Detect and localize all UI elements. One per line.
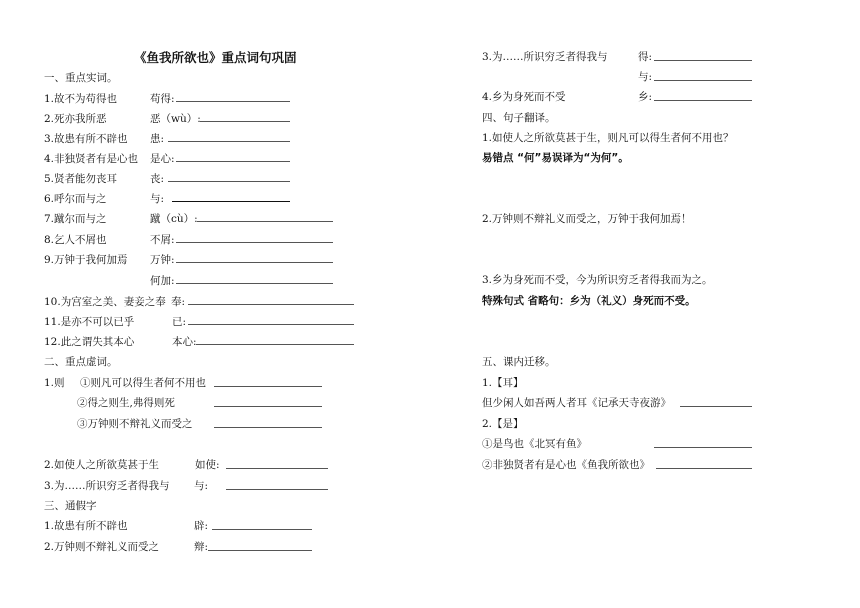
answer-line[interactable] xyxy=(654,80,752,81)
s4-q2: 2.万钟则不辩礼义而受之，万钟于我何加焉！ xyxy=(482,213,692,225)
r-item3-k1: 得: xyxy=(638,51,653,63)
s1-q4: 4.非独贤者有是心也 xyxy=(44,153,139,165)
answer-line[interactable] xyxy=(168,141,290,142)
section-4-heading: 四、句子翻译。 xyxy=(482,112,556,124)
answer-line[interactable] xyxy=(656,468,752,469)
answer-line[interactable] xyxy=(176,283,333,284)
s1-k4: 是心: xyxy=(150,153,175,165)
s1-k13: 本心: xyxy=(172,336,197,348)
r-item4-q: 4.乡为身死而不受 xyxy=(482,91,566,103)
section-2-heading: 二、重点虚词。 xyxy=(44,356,118,368)
s1-q8: 8.乞人不屑也 xyxy=(44,234,107,246)
s4-note3: 特殊句式 省略句：乡为（礼义）身死而不受。 xyxy=(482,295,696,307)
answer-line[interactable] xyxy=(197,221,333,222)
s1-k5: 丧: xyxy=(150,173,165,185)
answer-line[interactable] xyxy=(176,242,333,243)
r-item3-q: 3.为……所识穷乏者得我与 xyxy=(482,51,608,63)
answer-line[interactable] xyxy=(214,406,322,407)
page-title: 《鱼我所欲也》重点词句巩固 xyxy=(134,50,297,65)
s2-item1-label: 1.则 xyxy=(44,377,65,389)
s4-note1: 易错点 “何”易误译为“为何”。 xyxy=(482,152,629,164)
s5-g1-line: 但少闲人如吾两人者耳《记承天寺夜游》 xyxy=(482,397,671,409)
section-5-heading: 五、课内迁移。 xyxy=(482,356,556,368)
s5-g2-line1: ①是鸟也《北冥有鱼》 xyxy=(482,438,587,450)
s2-item3-k: 与: xyxy=(194,480,209,492)
answer-line[interactable] xyxy=(208,550,312,551)
s1-q11: 10.为宫室之美、妻妾之奉 xyxy=(44,296,166,308)
answer-line[interactable] xyxy=(200,121,290,122)
s2-item3-q: 3.为……所识穷乏者得我与 xyxy=(44,480,170,492)
s3-k1: 辟: xyxy=(194,520,209,532)
answer-line[interactable] xyxy=(196,344,354,345)
s5-g2: 2.【是】 xyxy=(482,418,524,430)
s4-q3: 3.乡为身死而不受，今为所识穷乏者得我而为之。 xyxy=(482,274,713,286)
s1-k9: 万钟: xyxy=(150,254,175,266)
s2-item2-k: 如使: xyxy=(195,459,220,471)
r-item4-k: 乡: xyxy=(638,91,653,103)
answer-line[interactable] xyxy=(176,101,290,102)
s2-item1-line2: ②得之则生,弗得则死 xyxy=(77,397,175,409)
s5-g2-line2: ②非独贤者有是心也《鱼我所欲也》 xyxy=(482,459,650,471)
s1-k11: 奉: xyxy=(171,296,186,308)
s1-q2: 2.死亦我所恶 xyxy=(44,113,107,125)
s1-q5: 5.贤者能勿丧耳 xyxy=(44,173,118,185)
s3-q2: 2.万钟则不辩礼义而受之 xyxy=(44,541,160,553)
answer-line[interactable] xyxy=(654,447,752,448)
s1-q9: 9.万钟于我何加焉 xyxy=(44,254,128,266)
answer-line[interactable] xyxy=(654,60,752,61)
s1-k2: 恶（wù）: xyxy=(150,113,201,125)
s1-q1: 1.故不为苟得也 xyxy=(44,93,118,105)
s2-item2-q: 2.如使人之所欲莫甚于生 xyxy=(44,459,160,471)
s3-k2: 辩: xyxy=(194,541,209,553)
s3-q1: 1.故患有所不辟也 xyxy=(44,520,128,532)
s5-g1: 1.【耳】 xyxy=(482,377,524,389)
s1-q7: 7.蹴尔而与之 xyxy=(44,213,107,225)
s1-k10: 何加: xyxy=(150,275,175,287)
answer-line[interactable] xyxy=(226,489,328,490)
answer-line[interactable] xyxy=(176,161,290,162)
s1-q13: 12.此之谓失其本心 xyxy=(44,336,135,348)
answer-line[interactable] xyxy=(214,427,322,428)
section-3-heading: 三、通假字 xyxy=(44,500,97,512)
s1-k12: 已: xyxy=(172,316,187,328)
s1-q12: 11.是亦不可以已乎 xyxy=(44,316,135,328)
s1-k6: 与: xyxy=(150,193,165,205)
answer-line[interactable] xyxy=(168,181,290,182)
answer-line[interactable] xyxy=(212,529,312,530)
answer-line[interactable] xyxy=(680,406,752,407)
s1-k7: 蹴（cù）: xyxy=(150,213,198,225)
answer-line[interactable] xyxy=(226,468,328,469)
s1-k1: 苟得: xyxy=(150,93,175,105)
answer-line[interactable] xyxy=(188,324,354,325)
answer-line[interactable] xyxy=(214,386,322,387)
r-item3-k2: 与: xyxy=(638,71,653,83)
s2-item1-line1: ①则凡可以得生者何不用也 xyxy=(80,377,206,389)
answer-line[interactable] xyxy=(172,201,290,202)
s1-q3: 3.故患有所不辟也 xyxy=(44,133,128,145)
s1-k8: 不屑: xyxy=(150,234,175,246)
section-1-heading: 一、重点实词。 xyxy=(44,72,118,84)
s1-q6: 6.呼尔而与之 xyxy=(44,193,107,205)
s1-k3: 患: xyxy=(150,133,165,145)
answer-line[interactable] xyxy=(654,100,752,101)
s4-q1: 1.如使人之所欲莫甚于生，则凡可以得生者何不用也？ xyxy=(482,132,734,144)
s2-item1-line3: ③万钟则不辩礼义而受之 xyxy=(77,418,193,430)
answer-line[interactable] xyxy=(188,304,354,305)
answer-line[interactable] xyxy=(176,262,333,263)
